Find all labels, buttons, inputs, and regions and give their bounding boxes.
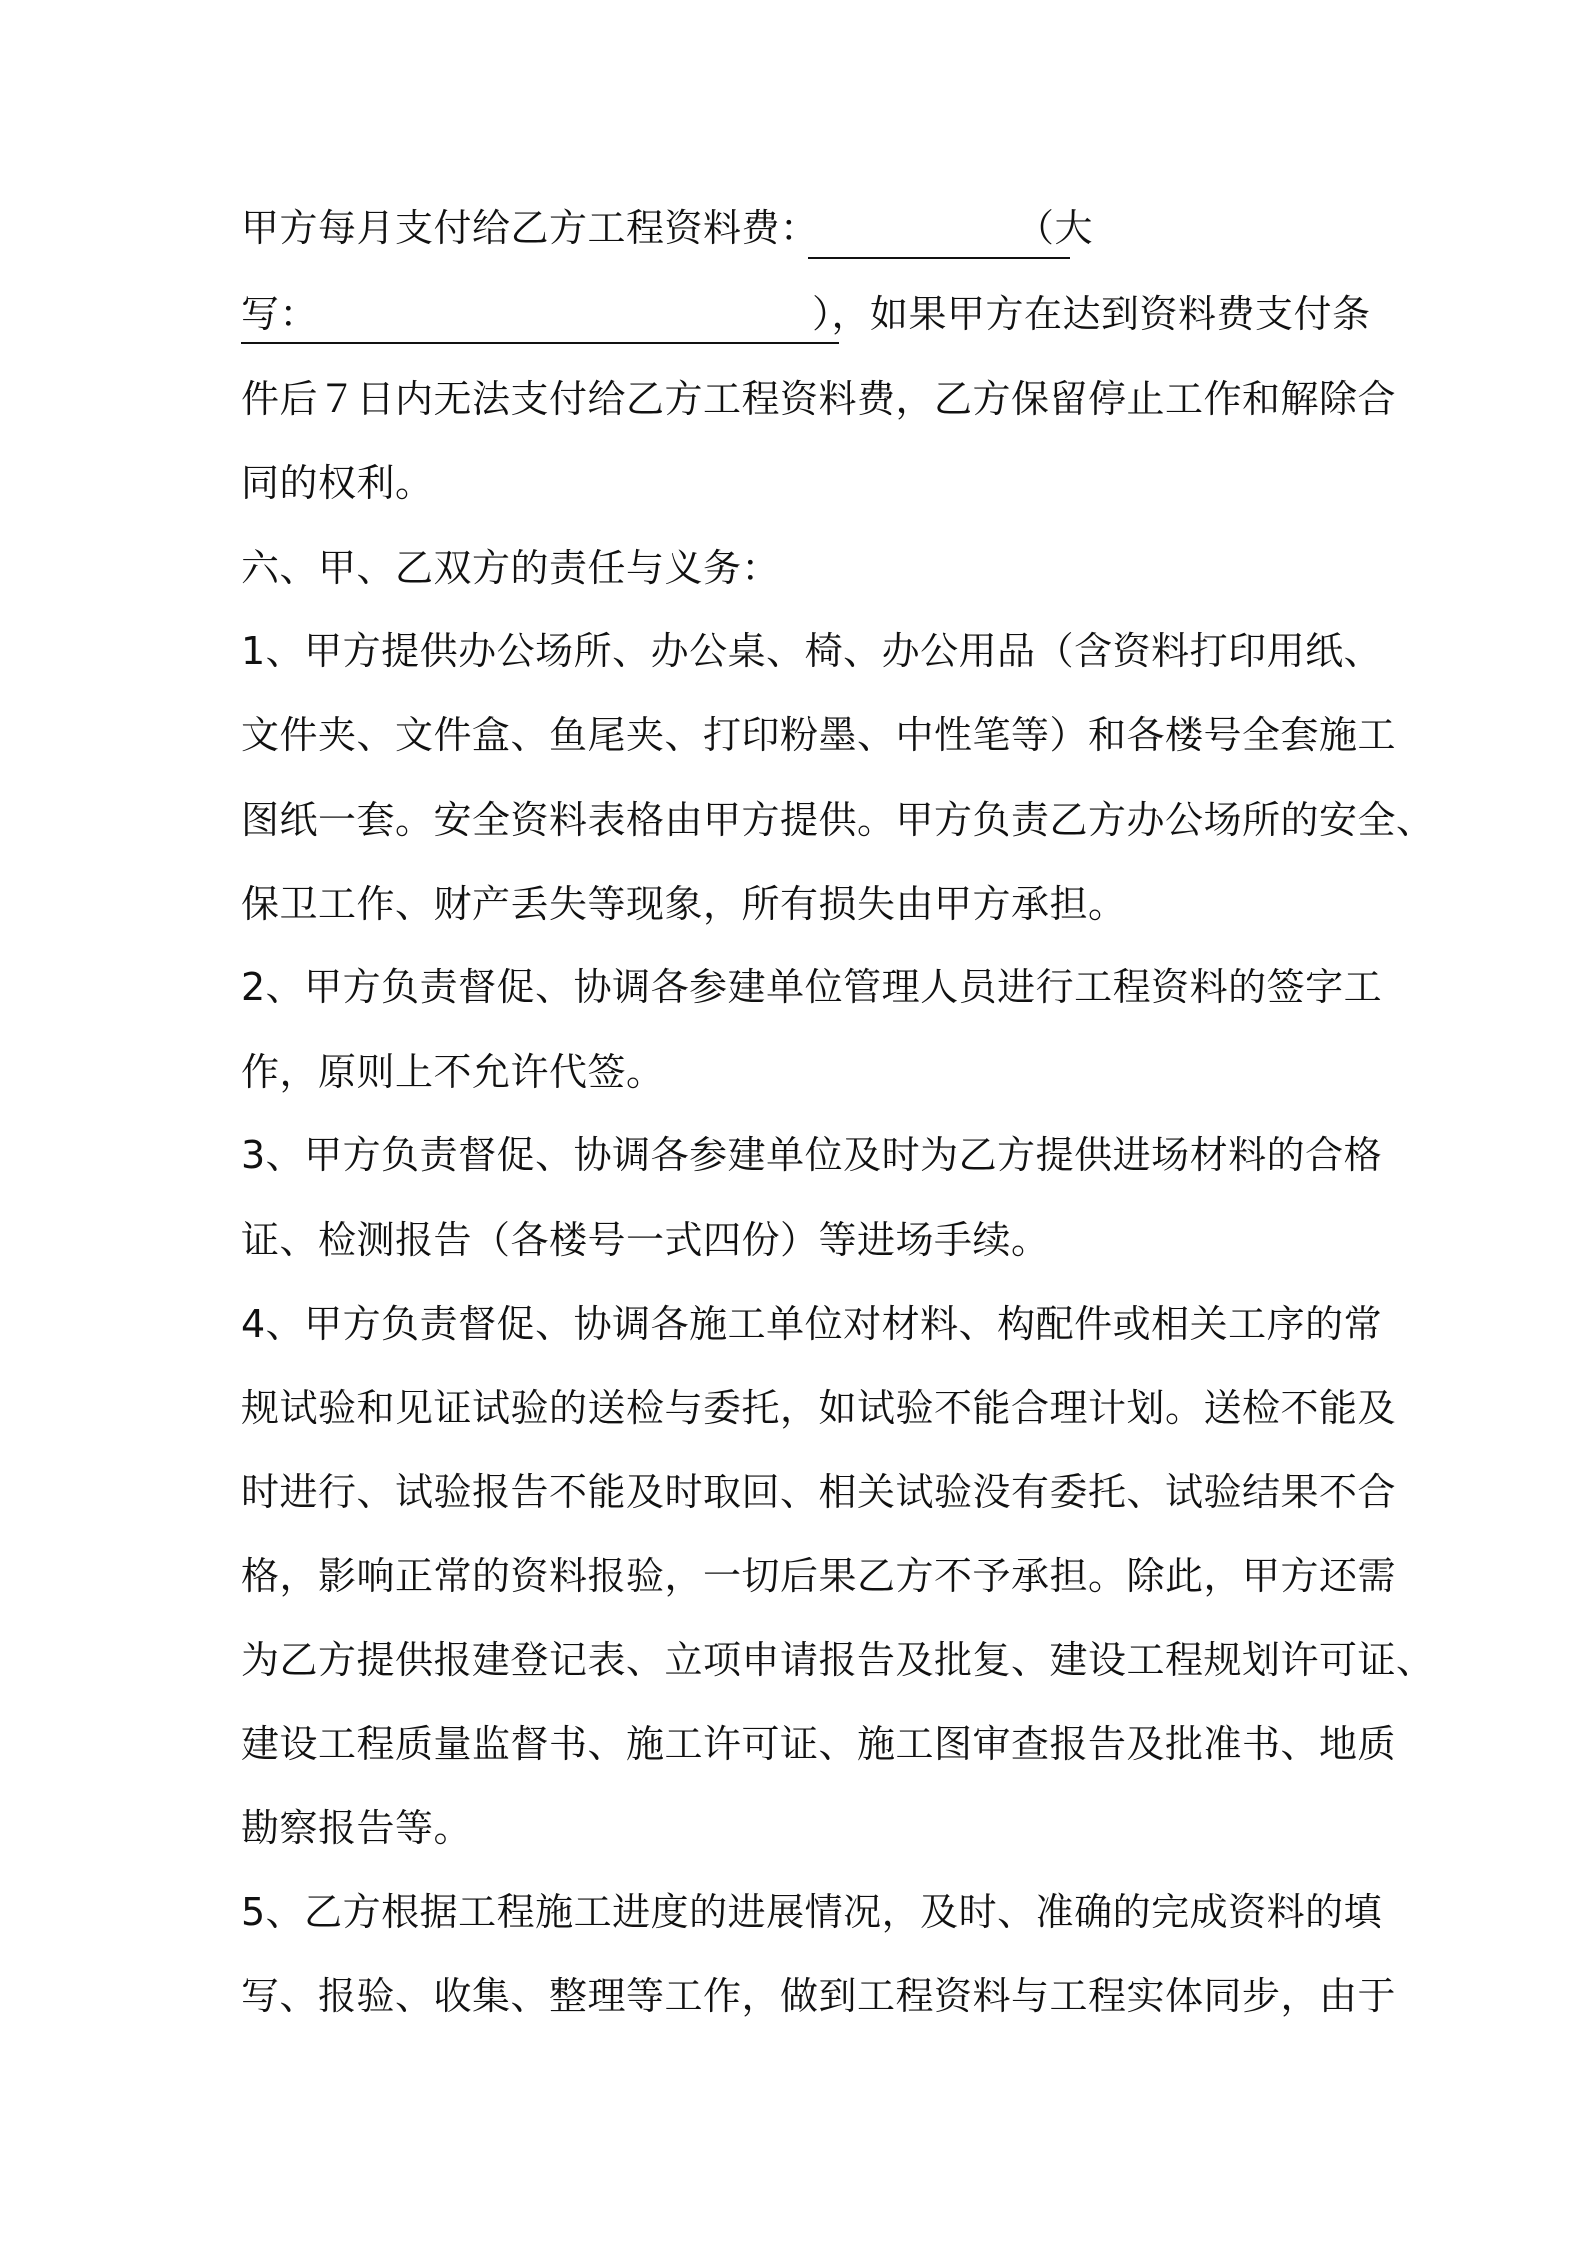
text-line: 文件夹、文件盒、鱼尾夹、打印粉墨、中性笔等）和各楼号全套施工 [241,713,1397,757]
text-line: 2、甲方负责督促、协调各参建单位管理人员进行工程资料的签字工 [241,965,1383,1009]
text-line [1016,200,1093,256]
text-line: 勘察报告等。 [241,1806,473,1850]
text-line: 时进行、试验报告不能及时取回、相关试验没有委托、试验结果不合 [241,1470,1397,1514]
text-line: 图纸一套。安全资料表格由甲方提供。甲方负责乙方办公场所的安全、 [241,798,1435,842]
text-line: 件后７日内无法支付给乙方工程资料费，乙方保留停止工作和解除合 [241,377,1397,421]
text-line: 格，影响正常的资料报验，一切后果乙方不予承担。除此，甲方还需 [241,1554,1397,1598]
text-line: 4、甲方负责督促、协调各施工单位对材料、构配件或相关工序的常 [241,1302,1383,1346]
text-line: 1、甲方提供办公场所、办公桌、椅、办公用品（含资料打印用纸、 [241,629,1383,673]
text-segment: 写： [241,292,319,336]
text-line: 为乙方提供报建登记表、立项申请报告及批复、建设工程规划许可证、 [241,1638,1435,1682]
text-line: 证、检测报告（各楼号一式四份）等进场手续。 [241,1218,1050,1262]
text-segment: ），如果甲方在达到资料费支付条 [812,292,1371,336]
text-line: 作，原则上不允许代签。 [241,1050,665,1094]
text-line: 3、甲方负责督促、协调各参建单位及时为乙方提供进场材料的合格 [241,1133,1383,1177]
text-line: 规试验和见证试验的送检与委托，如试验不能合理计划。送检不能及 [241,1386,1397,1430]
text-line: 建设工程质量监督书、施工许可证、施工图审查报告及批准书、地质 [241,1722,1397,1766]
fill-in-blank-amount [808,257,1070,259]
text-segment: 甲方每月支付给乙方工程资料费： [241,206,819,250]
text-line: 保卫工作、财产丢失等现象，所有损失由甲方承担。 [241,882,1127,926]
section-heading: 六、甲、乙双方的责任与义务： [241,546,781,590]
text-segment: （大 [1016,206,1094,250]
text-line [812,286,1371,342]
text-line [241,200,819,256]
text-line: 同的权利。 [241,461,434,505]
text-line: 5、乙方根据工程施工进度的进展情况，及时、准确的完成资料的填 [241,1890,1383,1934]
text-line: 写、报验、收集、整理等工作，做到工程资料与工程实体同步，由于 [241,1974,1397,2018]
fill-in-blank-capitalized [241,342,839,344]
text-line [241,286,318,342]
